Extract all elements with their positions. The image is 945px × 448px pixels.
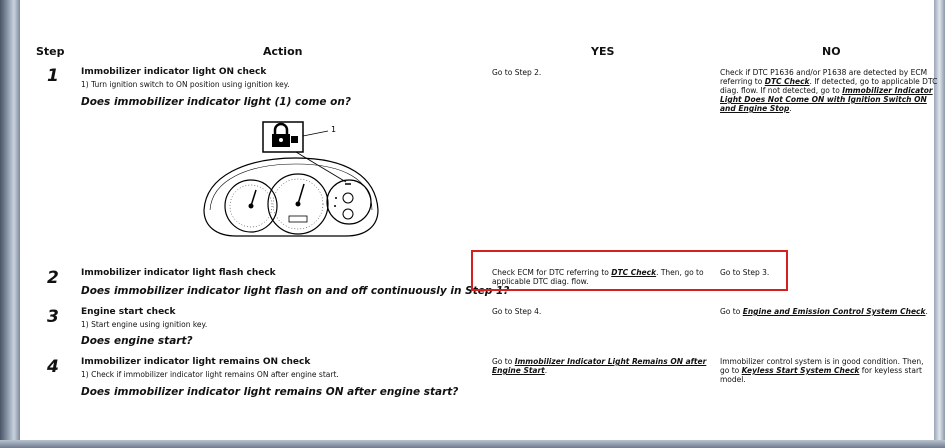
immobilizer-key-lock-icon	[263, 122, 303, 152]
step-1-number: 1	[47, 66, 59, 86]
header-yes: YES	[591, 45, 615, 58]
step-2-number: 2	[47, 268, 59, 288]
step-3-title: Engine start check	[81, 307, 176, 317]
step-2-no: Go to Step 3.	[720, 268, 770, 277]
link-light-remains-on[interactable]: Immobilizer Indicator Light Remains ON after Engine Start	[492, 357, 707, 375]
step-1-question: Does immobilizer indicator light (1) come on?	[81, 96, 351, 108]
link-keyless-start-check[interactable]: Keyless Start System Check	[741, 366, 860, 375]
step-4-instruction: 1) Check if immobilizer indicator light remains ON after engine start.	[81, 370, 339, 379]
step-2-yes: Check ECM for DTC referring to DTC Check. Then, go to applicable DTC diag. flow.	[492, 268, 704, 286]
step-4-title: Immobilizer indicator light remains ON check	[81, 357, 311, 367]
step-2-title: Immobilizer indicator light flash check	[81, 268, 276, 278]
header-no: NO	[822, 45, 841, 58]
callout-label: 1	[331, 125, 337, 134]
step-3-question: Does engine start?	[81, 335, 193, 347]
step-1-title: Immobilizer indicator light ON check	[81, 67, 267, 77]
step-4-number: 4	[47, 357, 59, 377]
step-1-no: Check if DTC P1636 and/or P1638 are detected by ECM referring to DTC Check. If detected, go to applicable DTC diag. flow. If not detected, go to Immobilizer Indicator Light Does Not Come ON with Ignition Switch ON and Engine Stop.	[720, 68, 938, 113]
window-frame-bottom	[0, 440, 945, 448]
instrument-cluster-illustration	[196, 118, 386, 246]
link-immobilizer-light-not-on[interactable]: Immobilizer Indicator Light Does Not Come ON with Ignition Switch ON and Engine Stop	[720, 86, 933, 113]
step-2-question: Does immobilizer indicator light flash on and off continuously in Step 1?	[81, 285, 510, 297]
step-3-number: 3	[47, 307, 59, 327]
step-3-no: Go to Engine and Emission Control System Check.	[720, 307, 928, 316]
header-action: Action	[263, 45, 303, 58]
window-frame-left	[0, 0, 20, 448]
header-step: Step	[36, 45, 65, 58]
step-4-no: Immobilizer control system is in good condition. Then, go to Keyless Start System Check for keyless start model.	[720, 357, 924, 384]
step-1-instruction: 1) Turn ignition switch to ON position using ignition key.	[81, 80, 290, 89]
step-4-yes: Go to Immobilizer Indicator Light Remains ON after Engine Start.	[492, 357, 707, 375]
step-4-question: Does immobilizer indicator light remains ON after engine start?	[81, 386, 459, 398]
step-3-instruction: 1) Start engine using ignition key.	[81, 320, 208, 329]
link-engine-emission-check[interactable]: Engine and Emission Control System Check	[742, 307, 926, 316]
highlight-box	[471, 250, 788, 291]
link-dtc-check[interactable]: DTC Check	[764, 77, 810, 86]
document-page	[20, 0, 938, 440]
step-1-yes: Go to Step 2.	[492, 68, 542, 77]
step-3-yes: Go to Step 4.	[492, 307, 542, 316]
link-dtc-check-2[interactable]: DTC Check	[611, 268, 657, 277]
